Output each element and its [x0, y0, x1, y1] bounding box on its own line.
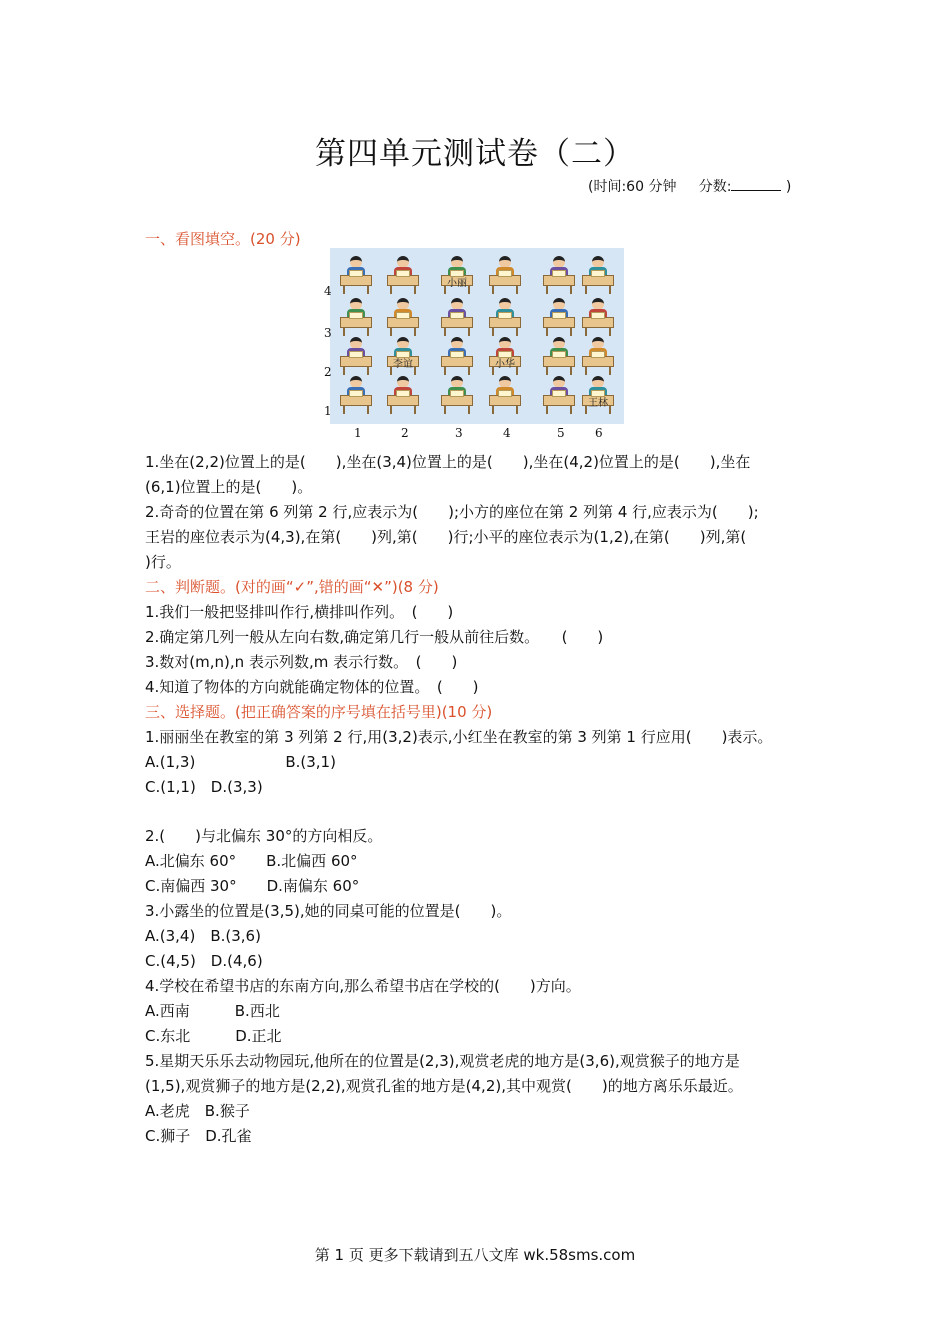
book	[450, 390, 464, 397]
s3-line: (1,5),观赏狮子的地方是(2,2),观赏孔雀的地方是(4,2),其中观赏( )的地方离乐乐最近。	[145, 1077, 743, 1095]
student-seat	[488, 337, 522, 375]
desk-leg	[414, 406, 416, 414]
col-label: 4	[503, 426, 511, 440]
student-seat	[488, 298, 522, 336]
s3-line: C.(1,1) D.(3,3)	[145, 778, 263, 796]
desk-leg	[444, 367, 446, 375]
desk-leg	[609, 367, 611, 375]
desk-leg	[585, 367, 587, 375]
desk-leg	[570, 328, 572, 336]
book	[349, 270, 363, 277]
s1-q2-line1: 2.奇奇的位置在第 6 列第 2 行,应表示为( );小方的座位在第 2 列第 4 行,应表示为( );	[145, 503, 759, 521]
desk-leg	[546, 328, 548, 336]
student-seat	[542, 256, 576, 294]
s2-item: 3.数对(m,n),n 表示列数,m 表示行数。 ( )	[145, 653, 458, 671]
s3-line: C.(4,5) D.(4,6)	[145, 952, 263, 970]
seat-name-label: 小丽	[447, 278, 467, 289]
book	[498, 312, 512, 319]
student-seat	[386, 376, 420, 414]
desk-leg	[468, 328, 470, 336]
s3-line: A.老虎 B.猴子	[145, 1102, 250, 1120]
section3-heading: 三、选择题。(把正确答案的序号填在括号里)(10 分)	[145, 703, 493, 721]
book	[396, 270, 410, 277]
meta-close: )	[785, 179, 792, 195]
desk-leg	[492, 286, 494, 294]
s1-q2-line2: 王岩的座位表示为(4,3),在第( )列,第( )行;小平的座位表示为(1,2),在第( )列,第(	[145, 528, 747, 546]
desk-leg	[546, 367, 548, 375]
desk-leg	[570, 286, 572, 294]
section1-heading: 一、看图填空。(20 分)	[145, 230, 301, 248]
col-label: 1	[354, 426, 362, 440]
desk-leg	[367, 328, 369, 336]
desk-leg	[444, 328, 446, 336]
s3-line: A.(1,3) B.(3,1)	[145, 753, 336, 771]
row-label: 3	[324, 326, 332, 340]
desk-leg	[570, 367, 572, 375]
student-seat	[542, 337, 576, 375]
s3-line: C.南偏西 30° D.南偏东 60°	[145, 877, 360, 895]
desk-leg	[492, 406, 494, 414]
score-label: 分数:	[698, 179, 732, 195]
desk-leg	[390, 406, 392, 414]
student-seat	[581, 256, 615, 294]
desk-leg	[546, 286, 548, 294]
book	[450, 312, 464, 319]
col-label: 6	[595, 426, 603, 440]
student-seat	[386, 298, 420, 336]
desk-leg	[390, 286, 392, 294]
student-seat	[581, 376, 615, 414]
seat-name-label: 李谊	[393, 359, 413, 370]
row-label: 4	[324, 284, 332, 298]
desk-leg	[585, 286, 587, 294]
book	[349, 351, 363, 358]
student-seat	[339, 376, 373, 414]
s3-line: 5.星期天乐乐去动物园玩,他所在的位置是(2,3),观赏老虎的地方是(3,6),观赏猴子的地方是	[145, 1052, 740, 1070]
col-label: 3	[455, 426, 463, 440]
desk-leg	[468, 406, 470, 414]
classroom-seating-figure	[318, 246, 628, 444]
student-seat	[339, 256, 373, 294]
desk-leg	[546, 406, 548, 414]
book	[591, 351, 605, 358]
book	[552, 270, 566, 277]
book	[396, 312, 410, 319]
s3-line: C.东北 D.正北	[145, 1027, 282, 1045]
page-footer: 第 1 页 更多下载请到五八文库 wk.58sms.com	[314, 1246, 636, 1264]
desk-leg	[516, 286, 518, 294]
book	[396, 390, 410, 397]
col-label: 5	[557, 426, 565, 440]
exam-meta	[588, 176, 791, 196]
row-label: 1	[324, 404, 332, 418]
s3-line: 1.丽丽坐在教室的第 3 列第 2 行,用(3,2)表示,小红坐在教室的第 3 列第 1 行应用( )表示。	[145, 728, 773, 746]
s1-q1-line2: (6,1)位置上的是( )。	[145, 478, 313, 496]
desk-leg	[343, 406, 345, 414]
s3-line: A.北偏东 60° B.北偏西 60°	[145, 852, 358, 870]
desk-leg	[367, 286, 369, 294]
desk-leg	[367, 367, 369, 375]
s2-item: 1.我们一般把竖排叫作行,横排叫作列。 ( )	[145, 603, 454, 621]
desk-leg	[343, 367, 345, 375]
book	[552, 312, 566, 319]
desk-leg	[367, 406, 369, 414]
desk-leg	[570, 406, 572, 414]
student-seat	[581, 298, 615, 336]
page-title: 第四单元测试卷（二）	[315, 136, 635, 172]
book	[552, 351, 566, 358]
student-seat	[339, 298, 373, 336]
student-seat	[440, 256, 474, 294]
s3-line: 4.学校在希望书店的东南方向,那么希望书店在学校的( )方向。	[145, 977, 581, 995]
s2-item: 2.确定第几列一般从左向右数,确定第几行一般从前往后数。 ( )	[145, 628, 604, 646]
book	[498, 390, 512, 397]
student-seat	[386, 256, 420, 294]
student-seat	[440, 337, 474, 375]
book	[591, 270, 605, 277]
desk-leg	[492, 328, 494, 336]
book	[498, 270, 512, 277]
desk-leg	[390, 328, 392, 336]
book	[349, 312, 363, 319]
s2-item: 4.知道了物体的方向就能确定物体的位置。 ( )	[145, 678, 479, 696]
desk-leg	[609, 286, 611, 294]
student-seat	[440, 376, 474, 414]
desk-leg	[343, 286, 345, 294]
desk-leg	[414, 286, 416, 294]
row-label: 2	[324, 365, 332, 379]
seat-name-label: 王林	[588, 398, 608, 409]
desk-leg	[609, 328, 611, 336]
desk-leg	[516, 406, 518, 414]
student-seat	[488, 376, 522, 414]
book	[450, 351, 464, 358]
desk-leg	[468, 367, 470, 375]
desk-leg	[585, 328, 587, 336]
section2-heading: 二、判断题。(对的画“✓”,错的画“✕”)(8 分)	[145, 578, 439, 596]
book	[591, 312, 605, 319]
desk-leg	[414, 328, 416, 336]
figure-background	[330, 248, 624, 424]
s3-line: 3.小露坐的位置是(3,5),她的同桌可能的位置是( )。	[145, 902, 512, 920]
col-label: 2	[401, 426, 409, 440]
s3-line: C.狮子 D.孔雀	[145, 1127, 252, 1145]
s1-q1-line1: 1.坐在(2,2)位置上的是( ),坐在(3,4)位置上的是( ),坐在(4,2)位置上的是( ),坐在	[145, 453, 751, 471]
s3-line: A.(3,4) B.(3,6)	[145, 927, 261, 945]
student-seat	[542, 298, 576, 336]
student-seat	[386, 337, 420, 375]
s3-line: 2.( )与北偏东 30°的方向相反。	[145, 827, 383, 845]
s3-line: A.西南 B.西北	[145, 1002, 280, 1020]
s1-q2-line3: )行。	[145, 553, 181, 571]
desk-leg	[343, 328, 345, 336]
student-seat	[488, 256, 522, 294]
seat-name-label: 小华	[495, 359, 515, 370]
time-info: (时间:60 分钟	[588, 179, 677, 195]
book	[349, 390, 363, 397]
student-seat	[339, 337, 373, 375]
student-seat	[542, 376, 576, 414]
student-seat	[440, 298, 474, 336]
book	[552, 390, 566, 397]
score-blank[interactable]	[731, 178, 781, 191]
desk-leg	[444, 406, 446, 414]
desk-leg	[516, 328, 518, 336]
student-seat	[581, 337, 615, 375]
